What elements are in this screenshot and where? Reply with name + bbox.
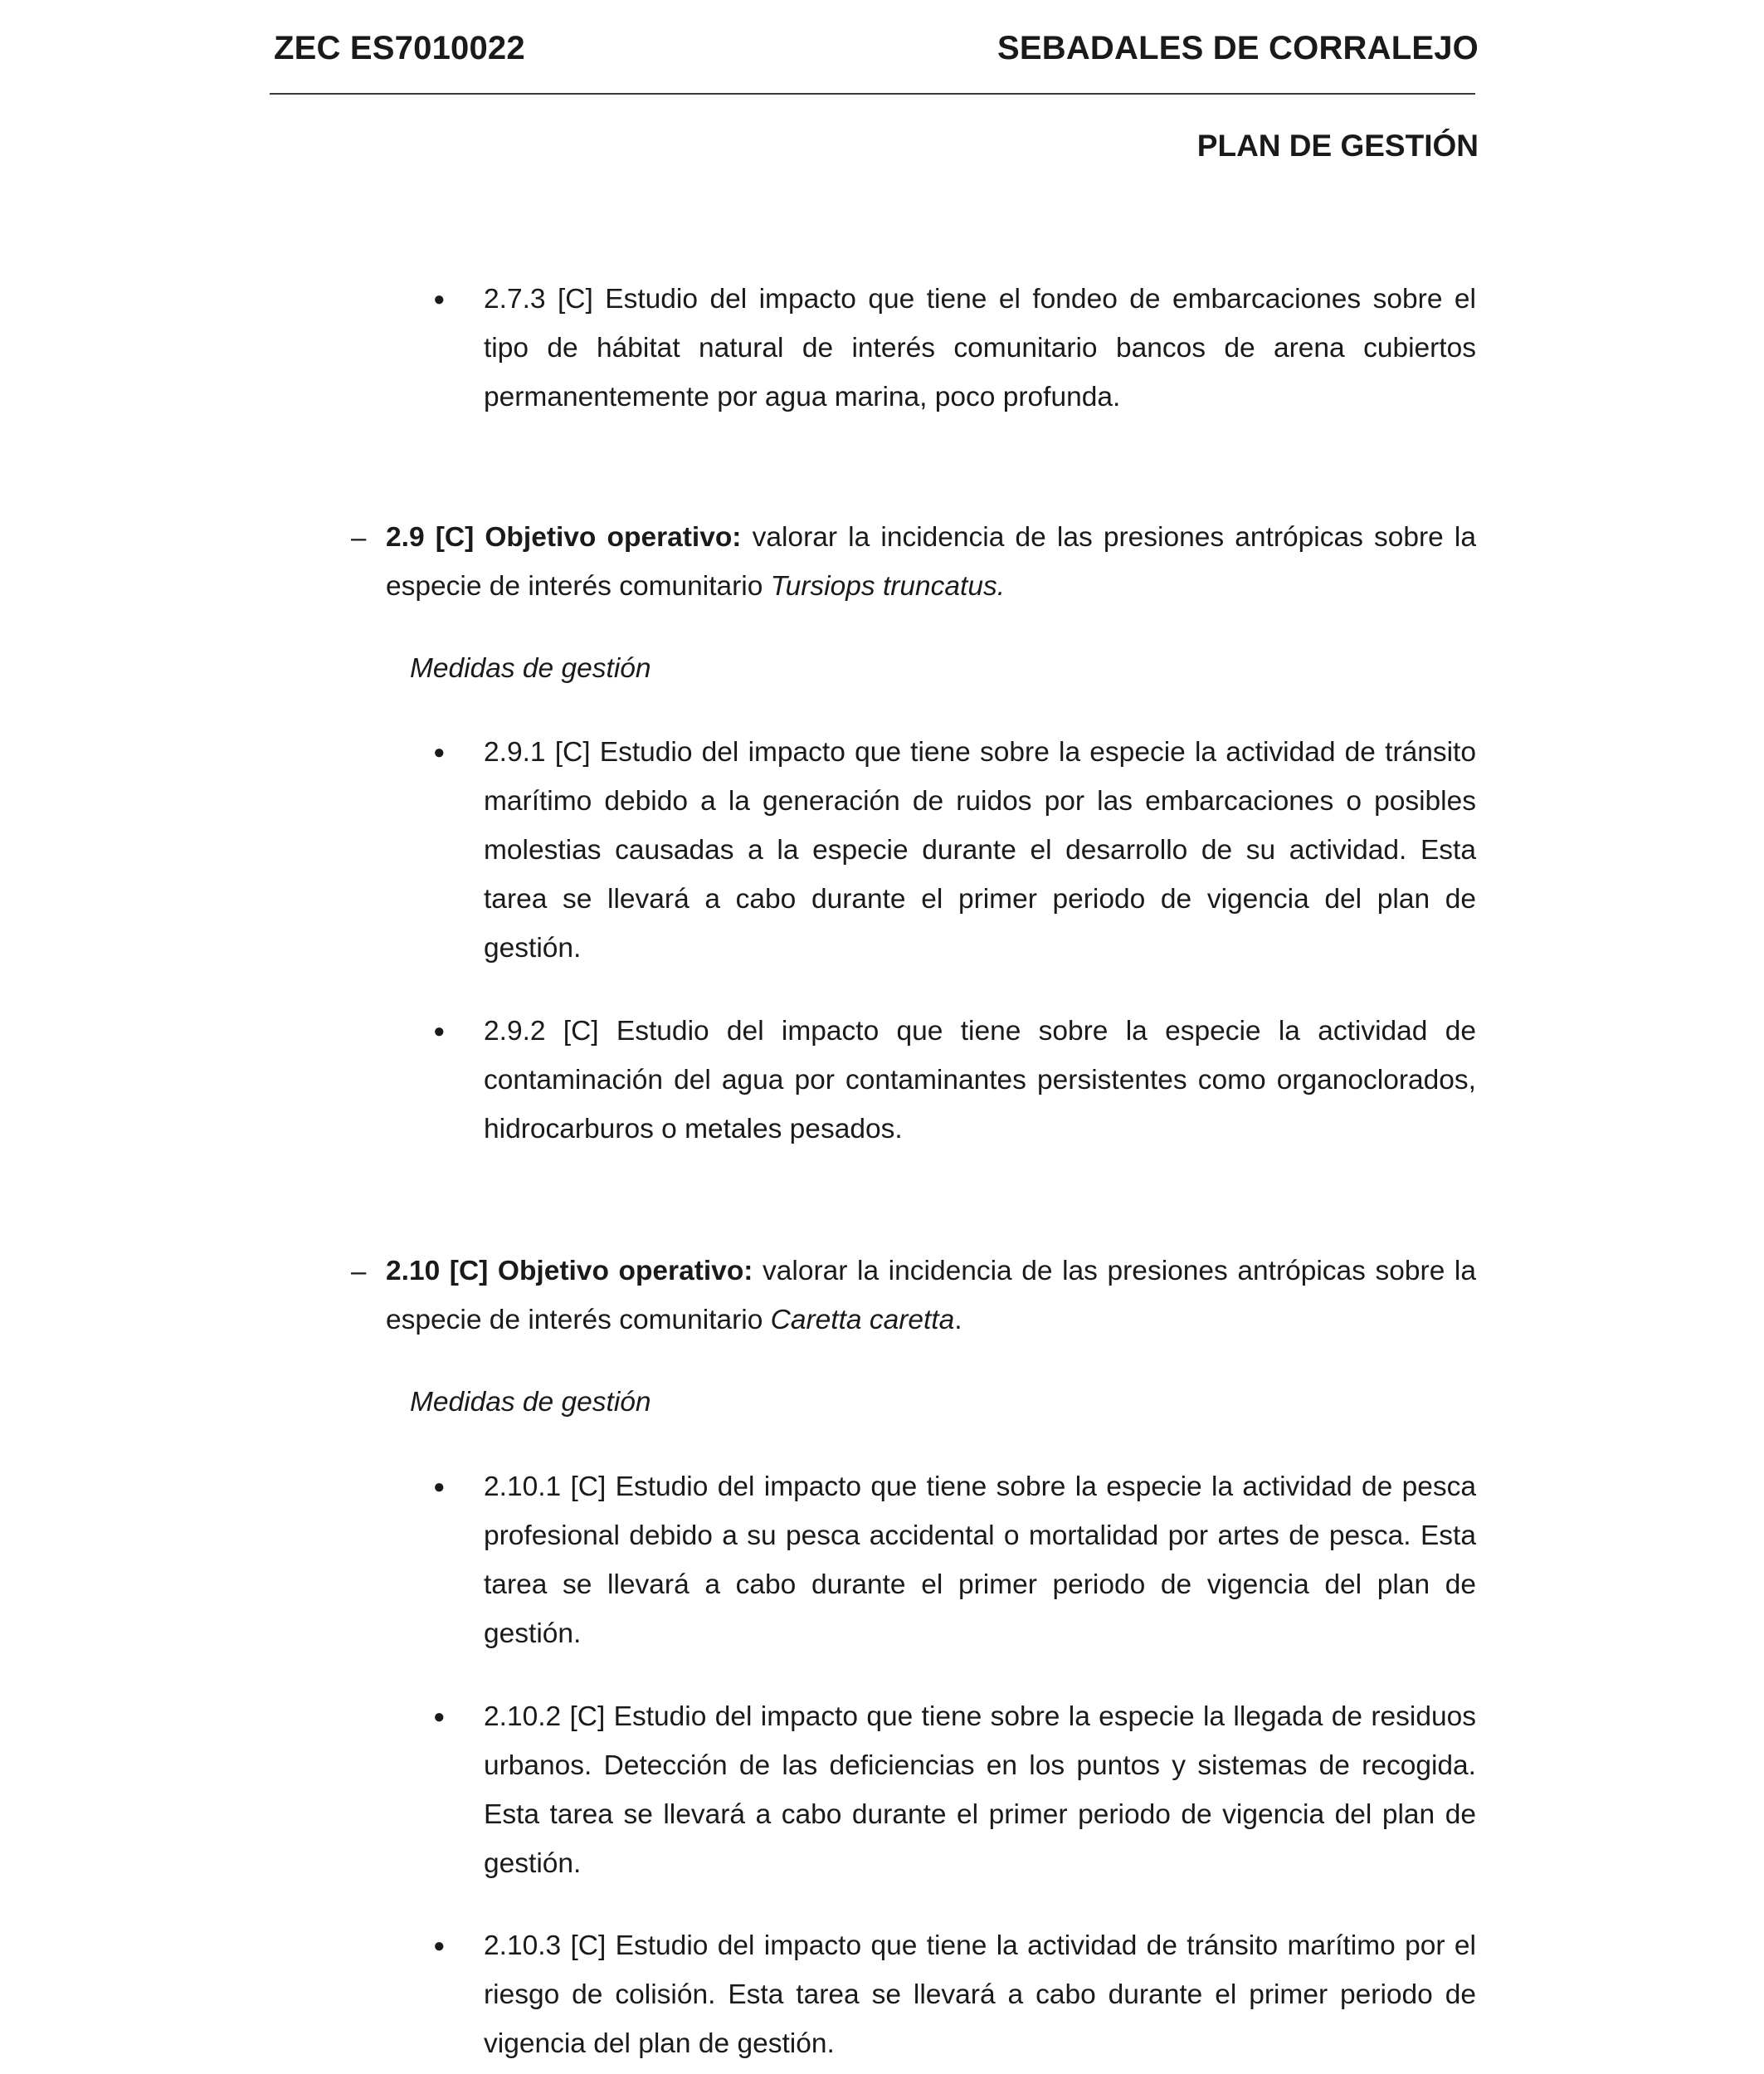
bullet-icon: ● [433,741,446,764]
measure-item-2-10-3: 2.10.3 [C] Estudio del impacto que tiene la actividad de tránsito marítimo por el riesgo de colisión. Esta tarea se llevará a cabo durante el primer periodo de vigencia del plan de gestión. [484,1930,1476,2059]
header-code: ZEC ES7010022 [274,30,525,66]
objective-2-10-title: 2.10 [C] Objetivo operativo: [386,1256,753,1286]
objective-2-10-text: valorar la incidencia de las presiones antrópicas sobre la especie de interés comunitario [386,1256,1476,1335]
objective-2-10-species: Caretta caretta [770,1305,955,1335]
measure-item-2-10-1: 2.10.1 [C] Estudio del impacto que tiene sobre la especie la actividad de pesca profesional debido a su pesca accidental o mortalidad por artes de pesca. Esta tarea se llevará a cabo durante el primer periodo de vigencia del plan de gestión. [484,1471,1476,1649]
measure-item-2-9-2: 2.9.2 [C] Estudio del impacto que tiene sobre la especie la actividad de contaminación del agua por contaminantes persistentes como organoclorados, hidrocarburos o metales pesados. [484,1016,1476,1144]
measure-item-2-10-2: 2.10.2 [C] Estudio del impacto que tiene sobre la especie la llegada de residuos urbanos. Detección de las deficiencias en los puntos y sistemas de recogida. Esta tarea se llevará a cabo durante el primer periodo de vigencia del plan de gestión. [484,1701,1476,1879]
bullet-icon: ● [433,1935,446,1957]
measures-label-2-10: Medidas de gestión [410,1387,651,1418]
header-site-name: SEBADALES DE CORRALEJO [997,30,1479,66]
header-subtitle: PLAN DE GESTIÓN [1196,129,1479,163]
measures-label-2-9: Medidas de gestión [410,653,651,684]
measure-item-2-9-1: 2.9.1 [C] Estudio del impacto que tiene sobre la especie la actividad de tránsito marítimo debido a la generación de ruidos por las embarcaciones o posibles molestias causadas a la especie durante el desarrollo de su actividad. Esta tarea se llevará a cabo durante el primer periodo de vigencia del plan de gestión. [484,737,1476,964]
bullet-icon: ● [433,1476,446,1498]
bullet-icon: ● [433,288,446,310]
bullet-icon: ● [433,1020,446,1042]
objective-2-9-species: Tursiops truncatus. [770,571,1006,602]
measure-item-2-7-3: 2.7.3 [C] Estudio del impacto que tiene el fondeo de embarcaciones sobre el tipo de hábitat natural de interés comunitario bancos de arena cubiertos permanentemente por agua marina, poco profunda. [484,284,1476,412]
dash-icon: – [351,1256,367,1286]
objective-2-9-text: valorar la incidencia de las presiones antrópicas sobre la especie de interés comunitario [386,522,1476,602]
objective-2-10 [386,1247,1476,1344]
header-rule [270,93,1475,95]
objective-2-9 [386,513,1476,611]
objective-2-9-title: 2.9 [C] Objetivo operativo: [386,522,742,553]
dash-icon: – [351,522,367,553]
bullet-icon: ● [433,1706,446,1728]
objective-2-10-period: . [954,1305,962,1335]
